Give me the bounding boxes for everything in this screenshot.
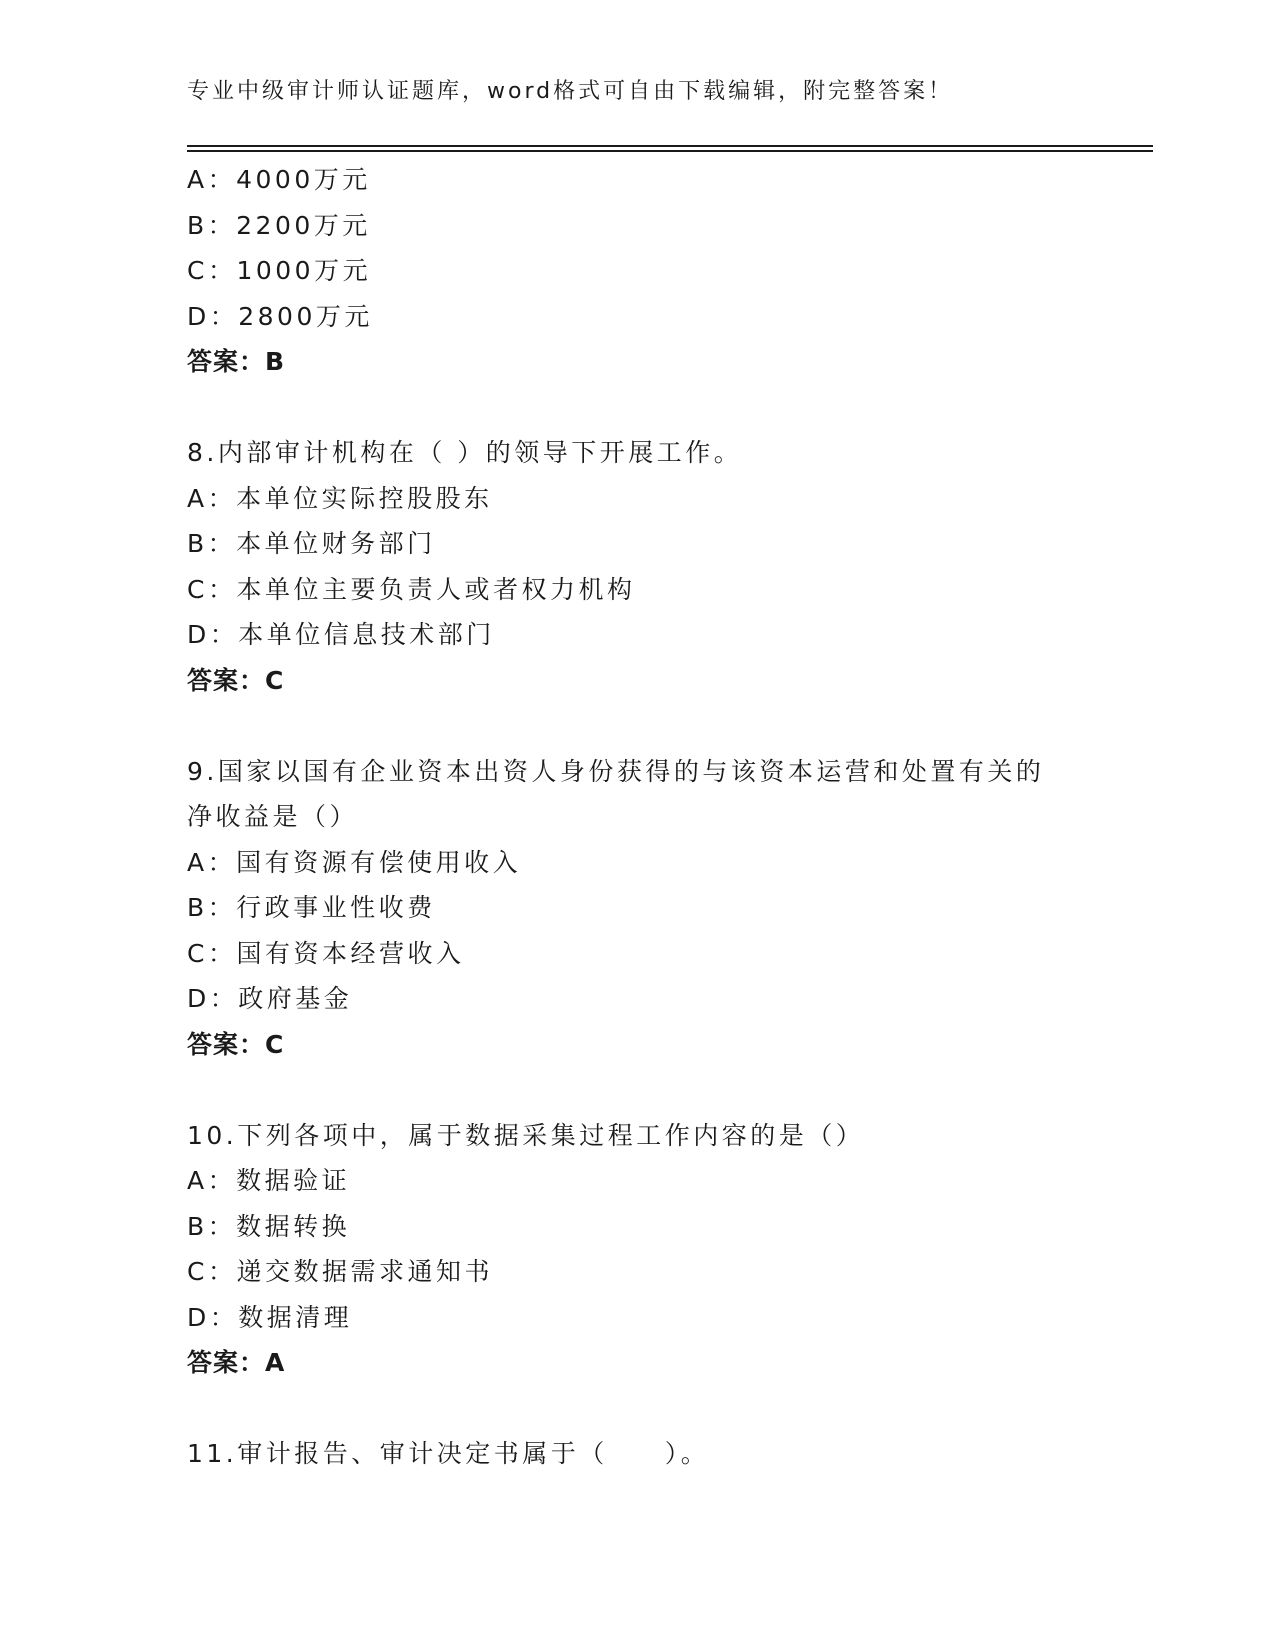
option-b: B：行政事业性收费 bbox=[187, 893, 436, 922]
option-c: C：递交数据需求通知书 bbox=[187, 1257, 493, 1286]
option-a: A：国有资源有偿使用收入 bbox=[187, 847, 522, 877]
option-c: C：本单位主要负责人或者权力机构 bbox=[187, 574, 636, 604]
option-b: B：数据转换 bbox=[187, 1211, 351, 1241]
option-a: A：4000万元 bbox=[187, 165, 371, 194]
question-9 bbox=[187, 749, 1107, 1068]
question-11 bbox=[187, 1431, 1107, 1477]
page-header: 专业中级审计师认证题库，word格式可自由下载编辑，附完整答案！ bbox=[187, 79, 954, 104]
option-d: D：2800万元 bbox=[187, 301, 373, 331]
question-stem: 8.内部审计机构在（ ）的领导下开展工作。 bbox=[187, 438, 743, 467]
answer: 答案：C bbox=[187, 1029, 285, 1059]
question-stem: 9.国家以国有企业资本出资人身份获得的与该资本运营和处置有关的 bbox=[187, 756, 1045, 786]
spacer bbox=[187, 703, 1107, 749]
option-d: D：数据清理 bbox=[187, 1302, 353, 1332]
question-10 bbox=[187, 1113, 1107, 1386]
spacer bbox=[187, 1386, 1107, 1432]
question-stem: 10.下列各项中，属于数据采集过程工作内容的是（） bbox=[187, 1120, 865, 1150]
option-d: D：本单位信息技术部门 bbox=[187, 620, 495, 649]
option-b: B：2200万元 bbox=[187, 210, 371, 240]
option-b: B：本单位财务部门 bbox=[187, 529, 436, 558]
question-stem-continued: 净收益是（） bbox=[187, 802, 359, 831]
question-list bbox=[187, 157, 1107, 1477]
header-rule-bottom bbox=[187, 150, 1153, 152]
option-a: A：本单位实际控股股东 bbox=[187, 483, 493, 513]
spacer bbox=[187, 385, 1107, 431]
question-7-continued bbox=[187, 157, 1107, 385]
answer: 答案：C bbox=[187, 665, 285, 695]
option-d: D：政府基金 bbox=[187, 984, 353, 1013]
option-c: C：国有资本经营收入 bbox=[187, 938, 465, 968]
spacer bbox=[187, 1067, 1107, 1113]
question-8 bbox=[187, 430, 1107, 703]
header-rule-top bbox=[187, 145, 1153, 147]
option-c: C：1000万元 bbox=[187, 256, 372, 285]
option-a: A：数据验证 bbox=[187, 1166, 351, 1195]
question-stem: 11.审计报告、审计决定书属于（ ）。 bbox=[187, 1439, 710, 1468]
answer: 答案：B bbox=[187, 347, 286, 376]
answer: 答案：A bbox=[187, 1348, 286, 1377]
